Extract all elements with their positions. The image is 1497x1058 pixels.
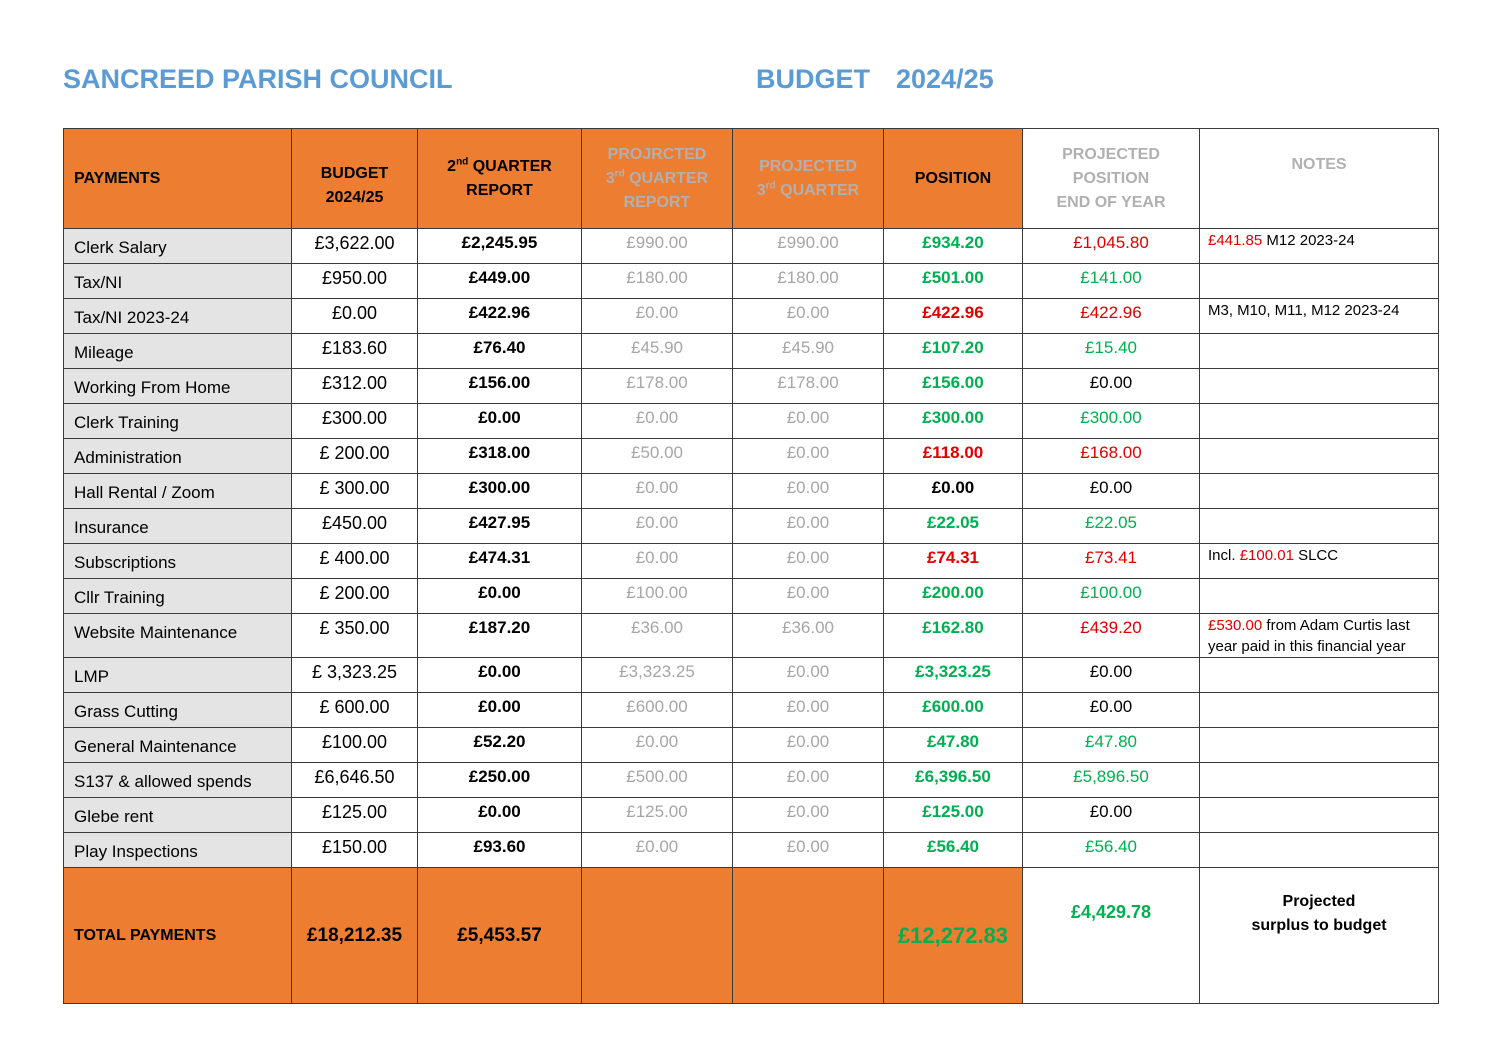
- row-position: £162.80: [884, 614, 1023, 658]
- col-q2-line1: 2nd QUARTER: [447, 156, 552, 175]
- row-q2-report: £0.00: [418, 579, 582, 614]
- row-note: [1200, 833, 1439, 868]
- row-note: [1200, 369, 1439, 404]
- row-proj3-report: £0.00: [582, 299, 733, 334]
- row-label: Cllr Training: [64, 579, 292, 614]
- total-note-line2: surplus to budget: [1251, 917, 1387, 934]
- row-q2-report: £52.20: [418, 728, 582, 763]
- row-projected-eoy: £15.40: [1023, 334, 1200, 369]
- col-projq3-line2: 3rd QUARTER: [756, 180, 860, 199]
- row-budget: £183.60: [292, 334, 418, 369]
- table-row: [64, 833, 1439, 868]
- row-proj3-report: £50.00: [582, 439, 733, 474]
- row-note: [1200, 404, 1439, 439]
- row-position: £125.00: [884, 798, 1023, 833]
- table-row: [64, 798, 1439, 833]
- row-note: [1200, 299, 1439, 334]
- total-projq3: [733, 868, 884, 1004]
- row-position: £0.00: [884, 474, 1023, 509]
- row-projected-eoy: £100.00: [1023, 579, 1200, 614]
- row-projected-eoy: £0.00: [1023, 693, 1200, 728]
- row-label: Working From Home: [64, 369, 292, 404]
- row-proj3-report: £125.00: [582, 798, 733, 833]
- row-projected-q3: £0.00: [733, 833, 884, 868]
- row-projected-eoy: £5,896.50: [1023, 763, 1200, 798]
- row-proj3-report: £178.00: [582, 369, 733, 404]
- table-row: [64, 693, 1439, 728]
- row-label: Glebe rent: [64, 798, 292, 833]
- row-position: £3,323.25: [884, 658, 1023, 693]
- row-label: S137 & allowed spends: [64, 763, 292, 798]
- row-q2-report: £2,245.95: [418, 229, 582, 264]
- col-notes: [1200, 129, 1439, 229]
- col-position-label: POSITION: [914, 169, 992, 187]
- table-row: [64, 334, 1439, 369]
- col-budget: [292, 129, 418, 229]
- row-projected-eoy: £0.00: [1023, 658, 1200, 693]
- table-row: [64, 614, 1439, 658]
- row-budget: £6,646.50: [292, 763, 418, 798]
- row-position: £600.00: [884, 693, 1023, 728]
- row-note: [1200, 544, 1439, 579]
- row-position: £300.00: [884, 404, 1023, 439]
- row-projected-eoy: £168.00: [1023, 439, 1200, 474]
- row-position: £501.00: [884, 264, 1023, 299]
- row-q2-report: £156.00: [418, 369, 582, 404]
- row-budget: £ 300.00: [292, 474, 418, 509]
- row-projected-q3: £0.00: [733, 544, 884, 579]
- council-title: SANCREED PARISH COUNCIL: [63, 64, 453, 94]
- row-label: Mileage: [64, 334, 292, 369]
- row-budget: £ 200.00: [292, 579, 418, 614]
- table-row: [64, 728, 1439, 763]
- total-position: £12,272.83: [884, 868, 1023, 1004]
- row-proj3-report: £0.00: [582, 544, 733, 579]
- table-row: [64, 763, 1439, 798]
- row-label: Subscriptions: [64, 544, 292, 579]
- row-q2-report: £0.00: [418, 798, 582, 833]
- row-q2-report: £250.00: [418, 763, 582, 798]
- row-proj3-report: £45.90: [582, 334, 733, 369]
- row-budget: £150.00: [292, 833, 418, 868]
- row-q2-report: £187.20: [418, 614, 582, 658]
- row-budget: £125.00: [292, 798, 418, 833]
- row-label: Play Inspections: [64, 833, 292, 868]
- row-projected-q3: £0.00: [733, 474, 884, 509]
- row-projected-eoy: £300.00: [1023, 404, 1200, 439]
- row-label: Website Maintenance: [64, 614, 292, 658]
- row-position: £422.96: [884, 299, 1023, 334]
- row-position: £74.31: [884, 544, 1023, 579]
- note-amount: £530.00: [1208, 617, 1263, 634]
- row-proj3-report: £0.00: [582, 728, 733, 763]
- row-position: £156.00: [884, 369, 1023, 404]
- row-q2-report: £0.00: [418, 693, 582, 728]
- row-q2-report: £300.00: [418, 474, 582, 509]
- row-proj3-report: £100.00: [582, 579, 733, 614]
- row-label: Administration: [64, 439, 292, 474]
- budget-table: [63, 128, 1439, 1004]
- row-note: [1200, 229, 1439, 264]
- row-q2-report: £449.00: [418, 264, 582, 299]
- col-notes-label: NOTES: [1291, 156, 1347, 173]
- row-projected-eoy: £141.00: [1023, 264, 1200, 299]
- row-label: General Maintenance: [64, 728, 292, 763]
- row-budget: £ 400.00: [292, 544, 418, 579]
- col-proj-q3-report: [582, 129, 733, 229]
- note-amount: £100.01: [1239, 547, 1294, 564]
- row-q2-report: £76.40: [418, 334, 582, 369]
- col-payments: [64, 129, 292, 229]
- table-row: [64, 579, 1439, 614]
- col-projq3-line1: PROJECTED: [759, 157, 857, 175]
- row-label: Tax/NI: [64, 264, 292, 299]
- row-label: Tax/NI 2023-24: [64, 299, 292, 334]
- row-proj3-report: £36.00: [582, 614, 733, 658]
- budget-title: BUDGET: [756, 64, 870, 94]
- row-label: LMP: [64, 658, 292, 693]
- row-budget: £100.00: [292, 728, 418, 763]
- row-proj3-report: £990.00: [582, 229, 733, 264]
- row-position: £22.05: [884, 509, 1023, 544]
- row-position: £56.40: [884, 833, 1023, 868]
- col-proj3-line1: PROJRCTED: [607, 145, 707, 163]
- budget-year: 2024/25: [896, 64, 994, 94]
- row-position: £107.20: [884, 334, 1023, 369]
- table-row: [64, 658, 1439, 693]
- total-eoy: £4,429.78: [1023, 868, 1200, 1004]
- row-projected-q3: £0.00: [733, 439, 884, 474]
- table-row: [64, 264, 1439, 299]
- row-proj3-report: £500.00: [582, 763, 733, 798]
- row-note: [1200, 509, 1439, 544]
- row-projected-eoy: £56.40: [1023, 833, 1200, 868]
- row-budget: £312.00: [292, 369, 418, 404]
- row-note: [1200, 798, 1439, 833]
- row-label: Clerk Training: [64, 404, 292, 439]
- col-eoy-line1: PROJECTED: [1062, 145, 1160, 163]
- col-eoy-line3: END OF YEAR: [1056, 193, 1166, 211]
- row-note: [1200, 439, 1439, 474]
- note-text: from Adam Curtis last year paid in this financial year: [1208, 617, 1410, 655]
- col-projected-q3: [733, 129, 884, 229]
- row-projected-q3: £0.00: [733, 728, 884, 763]
- row-note: [1200, 658, 1439, 693]
- row-budget: £450.00: [292, 509, 418, 544]
- row-proj3-report: £0.00: [582, 404, 733, 439]
- row-budget: £ 200.00: [292, 439, 418, 474]
- col-budget-line1: BUDGET: [320, 164, 389, 182]
- row-projected-eoy: £439.20: [1023, 614, 1200, 658]
- row-q2-report: £93.60: [418, 833, 582, 868]
- row-projected-q3: £0.00: [733, 579, 884, 614]
- table-row: [64, 474, 1439, 509]
- table-row: [64, 509, 1439, 544]
- row-q2-report: £0.00: [418, 658, 582, 693]
- total-q2: £5,453.57: [418, 868, 582, 1004]
- row-label: Insurance: [64, 509, 292, 544]
- row-projected-q3: £990.00: [733, 229, 884, 264]
- row-budget: £3,622.00: [292, 229, 418, 264]
- row-label: Hall Rental / Zoom: [64, 474, 292, 509]
- col-q2-report: [418, 129, 582, 229]
- row-note: [1200, 763, 1439, 798]
- note-text: M3, M10, M11, M12 2023-24: [1208, 302, 1400, 319]
- row-projected-q3: £0.00: [733, 693, 884, 728]
- total-budget: £18,212.35: [292, 868, 418, 1004]
- col-proj3-line3: REPORT: [623, 193, 691, 211]
- row-projected-eoy: £0.00: [1023, 798, 1200, 833]
- row-q2-report: £318.00: [418, 439, 582, 474]
- table-row: [64, 299, 1439, 334]
- row-note: [1200, 334, 1439, 369]
- row-q2-report: £422.96: [418, 299, 582, 334]
- row-q2-report: £0.00: [418, 404, 582, 439]
- row-proj3-report: £180.00: [582, 264, 733, 299]
- row-budget: £950.00: [292, 264, 418, 299]
- table-row: [64, 439, 1439, 474]
- row-label: Grass Cutting: [64, 693, 292, 728]
- row-projected-q3: £0.00: [733, 798, 884, 833]
- row-q2-report: £427.95: [418, 509, 582, 544]
- row-projected-q3: £0.00: [733, 658, 884, 693]
- table-row: [64, 404, 1439, 439]
- row-projected-eoy: £422.96: [1023, 299, 1200, 334]
- row-position: £6,396.50: [884, 763, 1023, 798]
- col-position: [884, 129, 1023, 229]
- row-proj3-report: £0.00: [582, 509, 733, 544]
- total-note: [1200, 868, 1439, 1004]
- col-q2-line2: REPORT: [466, 181, 533, 199]
- total-label: TOTAL PAYMENTS: [64, 868, 292, 1004]
- row-q2-report: £474.31: [418, 544, 582, 579]
- row-projected-q3: £0.00: [733, 763, 884, 798]
- row-position: £47.80: [884, 728, 1023, 763]
- col-payments-label: PAYMENTS: [74, 169, 161, 187]
- header-row: [64, 129, 1439, 229]
- note-text: M12 2023-24: [1262, 232, 1355, 249]
- row-proj3-report: £3,323.25: [582, 658, 733, 693]
- row-proj3-report: £0.00: [582, 833, 733, 868]
- row-budget: £ 350.00: [292, 614, 418, 658]
- row-projected-q3: £0.00: [733, 404, 884, 439]
- row-position: £934.20: [884, 229, 1023, 264]
- col-budget-line2: 2024/25: [325, 188, 384, 206]
- row-projected-eoy: £22.05: [1023, 509, 1200, 544]
- table-row: [64, 544, 1439, 579]
- row-position: £118.00: [884, 439, 1023, 474]
- row-projected-q3: £180.00: [733, 264, 884, 299]
- row-proj3-report: £600.00: [582, 693, 733, 728]
- note-prefix: Incl.: [1208, 547, 1240, 564]
- row-note: [1200, 474, 1439, 509]
- row-projected-q3: £0.00: [733, 509, 884, 544]
- table-row: [64, 369, 1439, 404]
- row-budget: £ 600.00: [292, 693, 418, 728]
- row-position: £200.00: [884, 579, 1023, 614]
- row-budget: £ 3,323.25: [292, 658, 418, 693]
- row-budget: £300.00: [292, 404, 418, 439]
- row-note: [1200, 614, 1439, 658]
- table-row: [64, 229, 1439, 264]
- row-projected-q3: £36.00: [733, 614, 884, 658]
- total-note-line1: Projected: [1282, 893, 1356, 910]
- row-projected-eoy: £0.00: [1023, 474, 1200, 509]
- row-note: [1200, 693, 1439, 728]
- row-note: [1200, 579, 1439, 614]
- row-proj3-report: £0.00: [582, 474, 733, 509]
- row-projected-q3: £178.00: [733, 369, 884, 404]
- total-row: [64, 868, 1439, 1004]
- row-projected-q3: £0.00: [733, 299, 884, 334]
- col-eoy-line2: POSITION: [1072, 169, 1150, 187]
- row-projected-q3: £45.90: [733, 334, 884, 369]
- row-projected-eoy: £0.00: [1023, 369, 1200, 404]
- row-projected-eoy: £73.41: [1023, 544, 1200, 579]
- row-projected-eoy: £47.80: [1023, 728, 1200, 763]
- row-budget: £0.00: [292, 299, 418, 334]
- note-amount: £441.85: [1208, 232, 1263, 249]
- row-label: Clerk Salary: [64, 229, 292, 264]
- total-proj3: [582, 868, 733, 1004]
- row-note: [1200, 728, 1439, 763]
- col-projected-eoy: [1023, 129, 1200, 229]
- row-projected-eoy: £1,045.80: [1023, 229, 1200, 264]
- row-note: [1200, 264, 1439, 299]
- note-text: SLCC: [1293, 547, 1339, 564]
- col-proj3-line2: 3rd QUARTER: [605, 168, 709, 187]
